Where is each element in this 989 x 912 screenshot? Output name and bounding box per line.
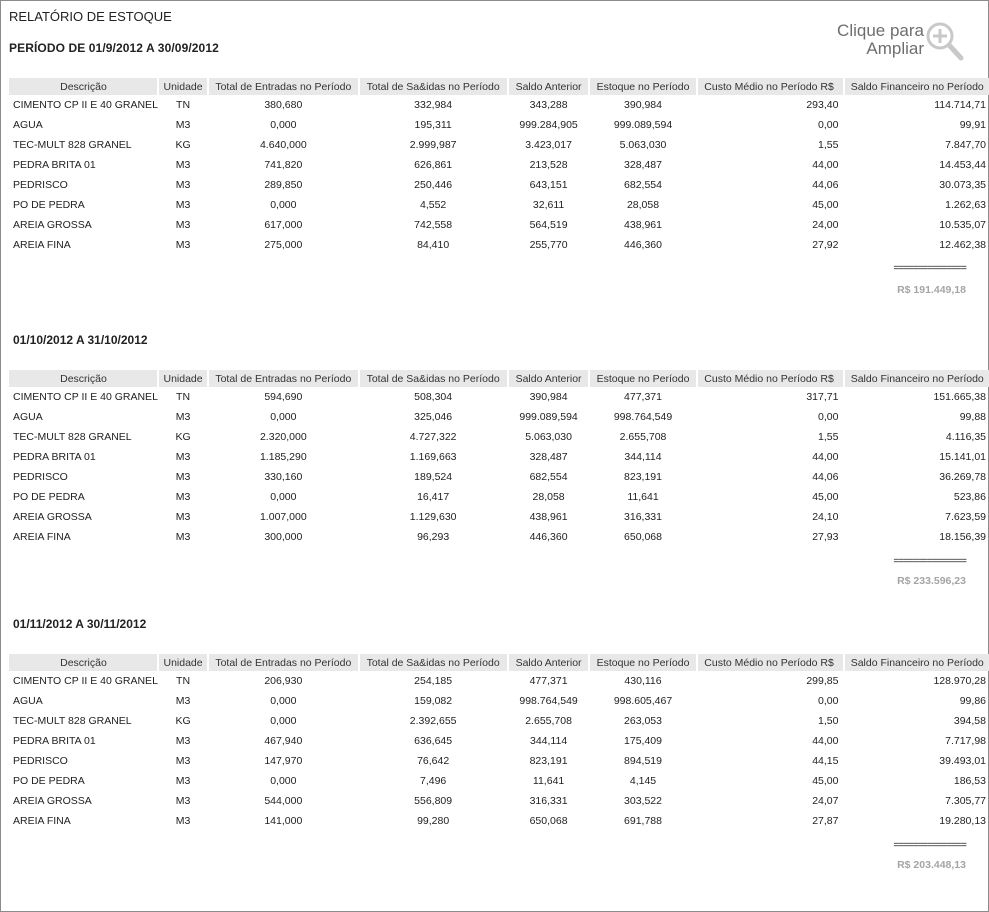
cell-average-cost: 0,00 (818, 411, 839, 423)
cell-average-cost: 45,00 (812, 775, 839, 787)
cell-average-cost: 27,87 (812, 815, 839, 827)
cell-entries: 275,000 (264, 239, 303, 251)
cell-description: PEDRISCO (13, 755, 68, 767)
cell-stock: 263,053 (624, 715, 662, 727)
cell-description: AREIA FINA (13, 531, 71, 543)
cell-entries: 617,000 (264, 219, 303, 231)
cell-entries: 467,940 (264, 735, 303, 747)
cell-stock: 650,068 (624, 531, 662, 543)
period-heading: 01/11/2012 A 30/11/2012 (13, 617, 147, 631)
cell-exits: 84,410 (417, 239, 450, 251)
cell-unit: M3 (175, 159, 191, 171)
cell-stock: 691,788 (624, 815, 662, 827)
cell-stock: 682,554 (624, 179, 662, 191)
cell-financial-balance: 19.280,13 (939, 815, 986, 827)
cell-financial-balance: 36.269,78 (939, 471, 986, 483)
cell-exits: 325,046 (414, 411, 453, 423)
cell-exits: 7,496 (420, 775, 447, 787)
cell-description: CIMENTO CP II E 40 GRANEL (13, 391, 158, 403)
cell-previous-balance: 255,770 (529, 239, 568, 251)
cell-unit: TN (176, 99, 191, 111)
cell-previous-balance: 438,961 (529, 511, 568, 523)
col-header-stock: Estoque no Período (589, 78, 696, 95)
cell-average-cost: 27,92 (812, 239, 839, 251)
cell-exits: 96,293 (417, 531, 450, 543)
section-total: R$ 233.596,23 (897, 575, 966, 587)
cell-exits: 626,861 (414, 159, 453, 171)
cell-stock: 446,360 (624, 239, 662, 251)
cell-stock: 390,984 (624, 99, 662, 111)
cell-average-cost: 44,06 (812, 179, 839, 191)
cell-previous-balance: 344,114 (529, 735, 568, 747)
col-header-financial-balance: Saldo Financeiro no Período (844, 654, 989, 671)
table-row (9, 95, 989, 115)
col-header-unit: Unidade (158, 78, 208, 95)
magnifier-plus-icon (925, 21, 965, 63)
col-header-average-cost: Custo Médio no Período R$ (697, 654, 845, 671)
col-header-exits: Total de Sa&idas no Período (359, 654, 508, 671)
table-row (9, 215, 989, 235)
cell-description: TEC-MULT 828 GRANEL (13, 715, 132, 727)
col-header-previous-balance: Saldo Anterior (508, 78, 590, 95)
cell-average-cost: 1,55 (818, 139, 839, 151)
cell-previous-balance: 998.764,549 (519, 695, 578, 707)
table-header-row (9, 654, 989, 671)
cell-entries: 4.640,000 (259, 139, 307, 151)
cell-exits: 16,417 (417, 491, 450, 503)
cell-previous-balance: 682,554 (529, 471, 568, 483)
col-header-unit: Unidade (158, 654, 208, 671)
col-header-financial-balance: Saldo Financeiro no Período (844, 370, 989, 387)
table-row (9, 195, 989, 215)
cell-entries: 1.185,290 (259, 451, 307, 463)
cell-unit: KG (175, 715, 191, 727)
cell-unit: KG (175, 139, 191, 151)
col-header-entries: Total de Entradas no Período (208, 370, 358, 387)
cell-exits: 636,645 (414, 735, 453, 747)
table-row (9, 115, 989, 135)
period-heading: PERÍODO DE 01/9/2012 A 30/09/2012 (9, 41, 219, 55)
cell-previous-balance: 390,984 (529, 391, 568, 403)
cell-financial-balance: 39.493,01 (939, 755, 986, 767)
col-header-description: Descrição (9, 654, 158, 671)
cell-unit: M3 (175, 239, 191, 251)
cell-financial-balance: 7.623,59 (945, 511, 986, 523)
cell-entries: 289,850 (264, 179, 303, 191)
cell-unit: M3 (175, 471, 191, 483)
cell-previous-balance: 32,611 (532, 199, 565, 211)
cell-average-cost: 0,00 (818, 119, 839, 131)
stock-table (9, 370, 989, 547)
cell-previous-balance: 3.423,017 (525, 139, 572, 151)
cell-average-cost: 1,55 (818, 431, 839, 443)
table-row (9, 811, 989, 831)
cell-description: TEC-MULT 828 GRANEL (13, 139, 132, 151)
cell-exits: 2.392,655 (409, 715, 457, 727)
cell-financial-balance: 7.305,77 (945, 795, 986, 807)
cell-previous-balance: 316,331 (529, 795, 568, 807)
col-header-exits: Total de Sa&idas no Período (359, 78, 508, 95)
cell-unit: M3 (175, 491, 191, 503)
table-row (9, 771, 989, 791)
cell-entries: 147,970 (264, 755, 303, 767)
cell-average-cost: 0,00 (818, 695, 839, 707)
cell-financial-balance: 523,86 (953, 491, 986, 503)
cell-financial-balance: 12.462,38 (939, 239, 986, 251)
cell-description: PEDRA BRITA 01 (13, 451, 96, 463)
cell-entries: 206,930 (264, 675, 303, 687)
col-header-stock: Estoque no Período (589, 370, 696, 387)
cell-financial-balance: 10.535,07 (939, 219, 986, 231)
cell-description: PEDRA BRITA 01 (13, 735, 96, 747)
cell-description: AGUA (13, 119, 43, 131)
cell-previous-balance: 477,371 (529, 675, 568, 687)
table-row (9, 711, 989, 731)
cell-stock: 303,522 (624, 795, 662, 807)
cell-previous-balance: 564,519 (529, 219, 568, 231)
cell-stock: 477,371 (624, 391, 662, 403)
cell-entries: 0,000 (270, 775, 297, 787)
zoom-label (826, 22, 924, 58)
cell-average-cost: 293,40 (806, 99, 839, 111)
cell-exits: 159,082 (414, 695, 453, 707)
total-separator: =============== (893, 556, 966, 567)
cell-entries: 0,000 (270, 411, 297, 423)
cell-exits: 4.727,322 (409, 431, 457, 443)
cell-exits: 1.129,630 (409, 511, 457, 523)
cell-exits: 99,280 (417, 815, 450, 827)
cell-description: CIMENTO CP II E 40 GRANEL (13, 99, 158, 111)
col-header-previous-balance: Saldo Anterior (508, 654, 590, 671)
zoom-label-line2: Ampliar (866, 39, 924, 58)
cell-description: AGUA (13, 695, 43, 707)
cell-average-cost: 44,15 (812, 755, 839, 767)
cell-stock: 5.063,030 (619, 139, 667, 151)
table-row (9, 731, 989, 751)
cell-financial-balance: 30.073,35 (939, 179, 986, 191)
col-header-previous-balance: Saldo Anterior (508, 370, 590, 387)
stock-table (9, 78, 989, 255)
table-row (9, 427, 989, 447)
table-row (9, 387, 989, 407)
period-heading: 01/10/2012 A 31/10/2012 (13, 333, 148, 347)
cell-unit: M3 (175, 695, 191, 707)
cell-exits: 2.999,987 (409, 139, 457, 151)
cell-average-cost: 44,06 (812, 471, 839, 483)
cell-description: PEDRISCO (13, 179, 68, 191)
cell-previous-balance: 5.063,030 (525, 431, 572, 443)
cell-unit: TN (176, 675, 191, 687)
cell-average-cost: 44,00 (812, 159, 839, 171)
cell-previous-balance: 650,068 (529, 815, 568, 827)
cell-previous-balance: 643,151 (529, 179, 568, 191)
cell-unit: M3 (175, 775, 191, 787)
cell-stock: 175,409 (624, 735, 662, 747)
cell-exits: 76,642 (417, 755, 450, 767)
cell-financial-balance: 14.453,44 (939, 159, 986, 171)
cell-previous-balance: 11,641 (532, 775, 565, 787)
cell-financial-balance: 99,88 (959, 411, 986, 423)
cell-financial-balance: 99,86 (959, 695, 986, 707)
cell-exits: 250,446 (414, 179, 453, 191)
cell-description: PO DE PEDRA (13, 199, 85, 211)
cell-average-cost: 299,85 (806, 675, 839, 687)
cell-description: AREIA GROSSA (13, 219, 92, 231)
col-header-stock: Estoque no Período (589, 654, 696, 671)
cell-stock: 430,116 (624, 675, 662, 687)
cell-financial-balance: 1.262,63 (945, 199, 986, 211)
cell-average-cost: 317,71 (806, 391, 839, 403)
cell-unit: M3 (175, 755, 191, 767)
cell-exits: 4,552 (420, 199, 447, 211)
cell-description: AREIA FINA (13, 239, 71, 251)
cell-description: PEDRA BRITA 01 (13, 159, 96, 171)
table-row (9, 691, 989, 711)
cell-entries: 594,690 (264, 391, 303, 403)
total-separator: =============== (893, 263, 966, 274)
col-header-exits: Total de Sa&idas no Período (359, 370, 508, 387)
cell-financial-balance: 18.156,39 (939, 531, 986, 543)
cell-financial-balance: 186,53 (953, 775, 986, 787)
cell-description: AGUA (13, 411, 43, 423)
cell-exits: 189,524 (414, 471, 453, 483)
cell-entries: 544,000 (264, 795, 303, 807)
cell-description: PEDRISCO (13, 471, 68, 483)
cell-unit: M3 (175, 219, 191, 231)
cell-stock: 28,058 (626, 199, 660, 211)
cell-entries: 0,000 (270, 119, 297, 131)
col-header-description: Descrição (9, 78, 158, 95)
col-header-description: Descrição (9, 370, 158, 387)
cell-stock: 438,961 (624, 219, 662, 231)
cell-exits: 254,185 (414, 675, 453, 687)
cell-financial-balance: 128.970,28 (933, 675, 986, 687)
table-row (9, 487, 989, 507)
cell-previous-balance: 328,487 (529, 451, 568, 463)
table-header-row (9, 370, 989, 387)
cell-financial-balance: 114.714,71 (934, 99, 986, 111)
cell-stock: 316,331 (624, 511, 662, 523)
stock-table (9, 654, 989, 831)
cell-financial-balance: 394,58 (953, 715, 986, 727)
section-total: R$ 191.449,18 (897, 284, 966, 296)
cell-description: AREIA GROSSA (13, 511, 92, 523)
cell-stock: 4,145 (629, 775, 657, 787)
table-header-row (9, 78, 989, 95)
cell-financial-balance: 4.116,35 (945, 431, 986, 443)
cell-unit: M3 (175, 179, 191, 191)
report-title: RELATÓRIO DE ESTOQUE (9, 9, 172, 24)
table-row (9, 407, 989, 427)
cell-unit: M3 (175, 795, 191, 807)
cell-stock: 2.655,708 (619, 431, 667, 443)
cell-description: TEC-MULT 828 GRANEL (13, 431, 132, 443)
cell-description: AREIA GROSSA (13, 795, 92, 807)
cell-description: CIMENTO CP II E 40 GRANEL (13, 675, 158, 687)
table-row (9, 527, 989, 547)
zoom-label-line1: Clique para (837, 21, 924, 40)
cell-unit: M3 (175, 119, 191, 131)
cell-entries: 2.320,000 (259, 431, 307, 443)
cell-entries: 330,160 (264, 471, 303, 483)
table-row (9, 791, 989, 811)
col-header-entries: Total de Entradas no Período (208, 78, 358, 95)
cell-financial-balance: 99,91 (959, 119, 986, 131)
cell-financial-balance: 151.665,38 (933, 391, 986, 403)
cell-stock: 11,641 (627, 491, 659, 503)
cell-description: AREIA FINA (13, 815, 71, 827)
cell-unit: M3 (175, 511, 191, 523)
cell-exits: 332,984 (414, 99, 453, 111)
table-row (9, 155, 989, 175)
table-row (9, 135, 989, 155)
table-row (9, 467, 989, 487)
col-header-average-cost: Custo Médio no Período R$ (697, 370, 845, 387)
cell-unit: M3 (175, 531, 191, 543)
col-header-entries: Total de Entradas no Período (208, 654, 358, 671)
cell-unit: KG (175, 431, 191, 443)
cell-previous-balance: 213,528 (529, 159, 568, 171)
cell-previous-balance: 823,191 (529, 755, 568, 767)
cell-unit: M3 (175, 411, 191, 423)
cell-previous-balance: 343,288 (529, 99, 568, 111)
cell-average-cost: 1,50 (818, 715, 839, 727)
cell-previous-balance: 999.089,594 (519, 411, 578, 423)
cell-stock: 823,191 (624, 471, 662, 483)
cell-stock: 894,519 (624, 755, 662, 767)
cell-stock: 998.605,467 (613, 695, 673, 707)
cell-unit: M3 (175, 199, 191, 211)
cell-entries: 141,000 (264, 815, 303, 827)
cell-previous-balance: 28,058 (532, 491, 565, 503)
total-separator: =============== (893, 840, 966, 851)
cell-stock: 344,114 (624, 451, 662, 463)
cell-exits: 508,304 (414, 391, 453, 403)
cell-entries: 0,000 (270, 715, 297, 727)
cell-average-cost: 45,00 (812, 199, 839, 211)
cell-average-cost: 27,93 (812, 531, 839, 543)
cell-previous-balance: 999.284,905 (519, 119, 578, 131)
table-row (9, 447, 989, 467)
table-row (9, 671, 989, 691)
cell-exits: 556,809 (414, 795, 453, 807)
cell-average-cost: 24,00 (812, 219, 839, 231)
cell-stock: 998.764,549 (613, 411, 673, 423)
cell-average-cost: 45,00 (812, 491, 839, 503)
cell-average-cost: 44,00 (812, 735, 839, 747)
col-header-average-cost: Custo Médio no Período R$ (697, 78, 845, 95)
table-row (9, 507, 989, 527)
cell-average-cost: 44,00 (812, 451, 839, 463)
cell-exits: 742,558 (414, 219, 453, 231)
table-row (9, 175, 989, 195)
cell-unit: M3 (175, 451, 191, 463)
cell-average-cost: 24,07 (812, 795, 839, 807)
table-row (9, 751, 989, 771)
cell-description: PO DE PEDRA (13, 491, 85, 503)
col-header-unit: Unidade (158, 370, 208, 387)
cell-average-cost: 24,10 (812, 511, 839, 523)
cell-entries: 741,820 (264, 159, 303, 171)
cell-entries: 300,000 (264, 531, 303, 543)
cell-entries: 380,680 (264, 99, 303, 111)
zoom-link[interactable] (826, 21, 966, 65)
cell-entries: 1.007,000 (259, 511, 307, 523)
cell-exits: 1.169,663 (409, 451, 457, 463)
cell-entries: 0,000 (270, 695, 297, 707)
section-total: R$ 203.448,13 (897, 859, 966, 871)
cell-unit: M3 (175, 815, 191, 827)
cell-description: PO DE PEDRA (13, 775, 85, 787)
cell-previous-balance: 2.655,708 (525, 715, 572, 727)
cell-previous-balance: 446,360 (529, 531, 568, 543)
cell-financial-balance: 7.847,70 (945, 139, 986, 151)
cell-financial-balance: 7.717,98 (945, 735, 986, 747)
cell-exits: 195,311 (414, 119, 452, 131)
cell-financial-balance: 15.141,01 (939, 451, 986, 463)
cell-unit: M3 (175, 735, 191, 747)
table-row (9, 235, 989, 255)
cell-entries: 0,000 (270, 199, 297, 211)
cell-stock: 999.089,594 (613, 119, 673, 131)
cell-entries: 0,000 (270, 491, 297, 503)
col-header-financial-balance: Saldo Financeiro no Período (844, 78, 989, 95)
cell-unit: TN (176, 391, 191, 403)
cell-stock: 328,487 (624, 159, 662, 171)
